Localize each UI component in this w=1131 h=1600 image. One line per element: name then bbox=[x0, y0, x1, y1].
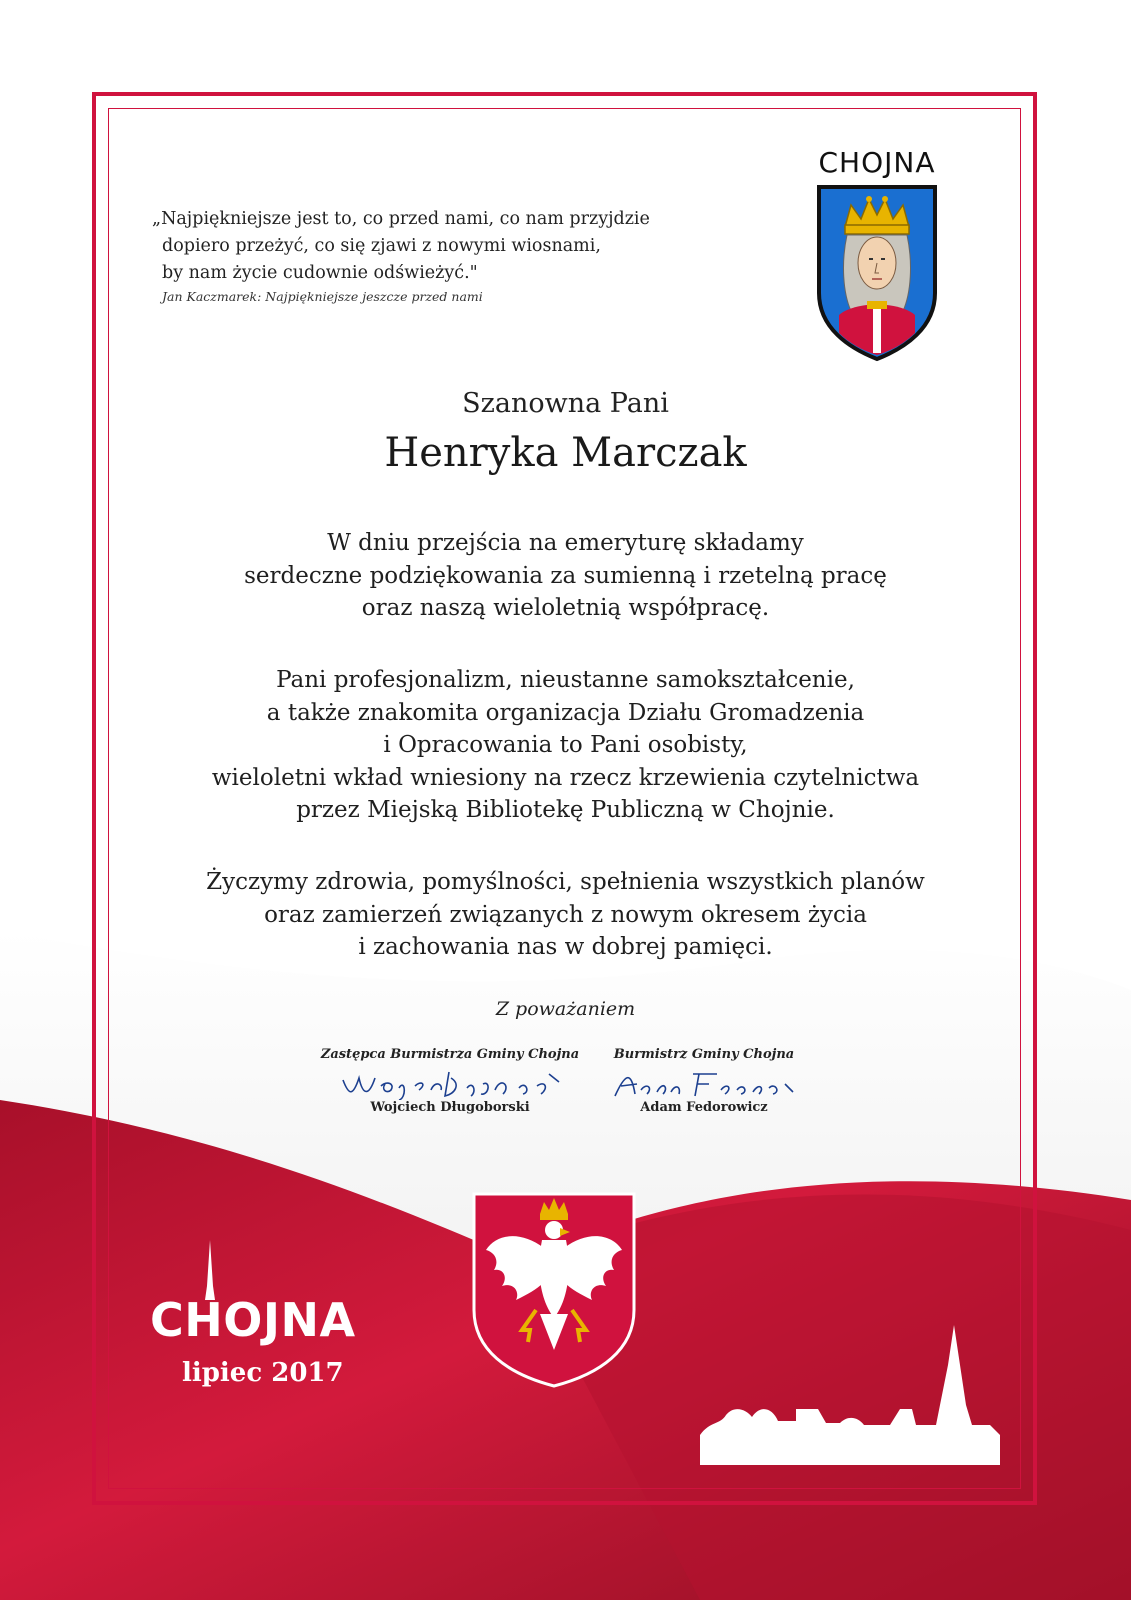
paragraph-line: i zachowania nas w dobrej pamięci. bbox=[358, 934, 773, 960]
paragraph-line: przez Miejską Bibliotekę Publiczną w Chojnie. bbox=[296, 797, 835, 823]
paragraph-wishes bbox=[0, 866, 1131, 964]
town-skyline-icon bbox=[700, 1325, 1000, 1465]
quote-source: Jan Kaczmarek: Najpiękniejsze jeszcze przed nami bbox=[162, 289, 483, 304]
paragraph-line: Życzymy zdrowia, pomyślności, spełnienia wszystkich planów bbox=[206, 869, 925, 895]
signature-wojciech-dlugoborski bbox=[335, 1066, 565, 1100]
recipient-name: Henryka Marczak bbox=[384, 430, 747, 476]
chojna-coat-of-arms-icon bbox=[815, 183, 939, 363]
paragraph-line: serdeczne podziękowania za sumienną i rzetelną pracę bbox=[244, 562, 887, 589]
signatory-mayor bbox=[604, 1047, 804, 1115]
paragraph-line: W dniu przejścia na emeryturę składamy bbox=[327, 530, 804, 556]
signatory-deputy-mayor bbox=[310, 1047, 590, 1115]
paragraph-merits bbox=[0, 664, 1131, 827]
quote-line-2: dopiero przeżyć, co się zjawi z nowymi wiosnami, bbox=[162, 236, 601, 256]
signatory-name: Adam Fedorowicz bbox=[640, 1100, 768, 1115]
polish-eagle-emblem-icon bbox=[470, 1190, 638, 1390]
signatory-role: Burmistrz Gminy Chojna bbox=[613, 1047, 795, 1062]
paragraph-line: a także znakomita organizacja Działu Gromadzenia bbox=[266, 699, 865, 726]
church-spire-icon bbox=[200, 1240, 220, 1300]
paragraph-line: wieloletni wkład wniesiony na rzecz krzewienia czytelnictwa bbox=[211, 764, 920, 791]
paragraph-line: i Opracowania to Pani osobisty, bbox=[383, 732, 748, 758]
paragraph-line: Pani profesjonalizm, nieustanne samokształcenie, bbox=[276, 667, 855, 693]
paragraph-thanks bbox=[0, 527, 1131, 625]
quote-line-3: by nam życie cudownie odświeżyć." bbox=[162, 263, 478, 283]
signature-adam-fedorowicz bbox=[609, 1066, 799, 1100]
salutation: Szanowna Pani bbox=[462, 388, 669, 419]
regards: Z poważaniem bbox=[495, 998, 636, 1020]
signatory-name: Wojciech Długoborski bbox=[370, 1100, 530, 1115]
paragraph-line: oraz zamierzeń związanych z nowym okresem życia bbox=[264, 901, 867, 928]
paragraph-line: oraz naszą wieloletnią współpracę. bbox=[361, 595, 770, 621]
crest-title: CHOJNA bbox=[818, 146, 936, 179]
footer-date: lipiec 2017 bbox=[182, 1358, 344, 1388]
footer-city: CHOJNA bbox=[150, 1293, 356, 1347]
epigraph-quote bbox=[152, 206, 752, 287]
quote-line-1: „Najpiękniejsze jest to, co przed nami, co nam przyjdzie bbox=[152, 209, 650, 229]
signatory-role: Zastępca Burmistrza Gminy Chojna bbox=[320, 1047, 580, 1062]
